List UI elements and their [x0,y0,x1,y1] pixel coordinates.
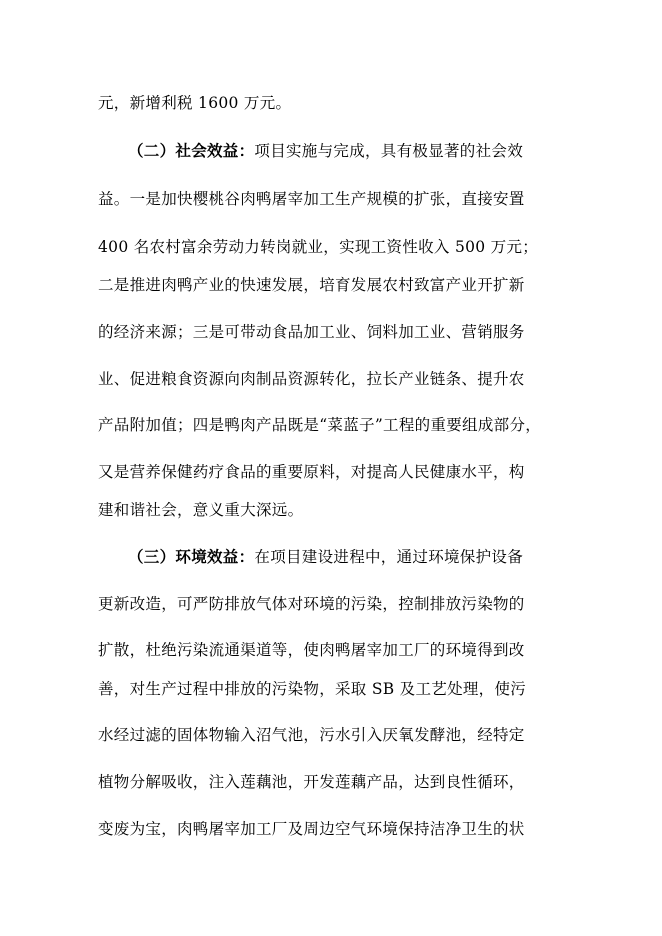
line-text: 元，新增利税 1600 万元。 [98,94,292,112]
line-text: 植物分解吸收，注入莲藕池，开发莲藕产品，达到良性循环， [98,773,525,791]
line-text: 业、促进粮食资源向肉制品资源转化，拉长产业链条、提升农 [98,370,525,388]
line-text: 水经过滤的固体物输入沼气池，污水引入厌氧发酵池，经特定 [98,726,525,744]
line-text: 二是推进肉鸭产业的快速发展，培育发展农村致富产业开扩新 [98,276,525,294]
text-line [0,770,662,794]
text-line [0,817,662,841]
text-line [0,91,662,115]
line-text: 的经济来源；三是可带动食品加工业、饲料加工业、营销服务 [98,323,525,341]
line-text: 变废为宝，肉鸭屠宰加工厂及周边空气环境保持洁净卫生的状 [98,820,525,838]
section-heading-social: （二）社会效益： [128,141,255,160]
line-text: 善，对生产过程中排放的污染物，采取 SB 及工艺处理，使污 [98,680,527,698]
text-line [0,367,662,391]
line-text: 400 名农村富余劳动力转岗就业，实现工资性收入 500 万元； [98,238,539,256]
section-heading-environment: （三）环境效益： [128,547,255,566]
line-text: 产品附加值；四是鸭肉产品既是“菜蓝子”工程的重要组成部分， [98,416,542,434]
text-line [0,592,662,616]
text-line [0,187,662,211]
section-environment-benefit [0,545,662,569]
line-text: 项目实施与完成，具有极显著的社会效 [254,142,524,160]
text-line [0,498,662,522]
line-text: 又是营养保健药疗食品的重要原料，对提高人民健康水平，构 [98,463,525,481]
line-text: 建和谐社会，意义重大深远。 [98,501,304,519]
section-social-benefit [0,139,662,163]
line-text: 扩散，杜绝污染流通渠道等，使肉鸭屠宰加工厂的环境得到改 [98,641,525,659]
text-line [0,273,662,297]
text-line [0,638,662,662]
text-line [0,460,662,484]
line-text: 更新改造，可严防排放气体对环境的污染，控制排放污染物的 [98,595,525,613]
line-text: 益。一是加快樱桃谷肉鸭屠宰加工生产规模的扩张，直接安置 [98,190,525,208]
text-line [0,235,662,259]
text-line [0,677,662,701]
text-line [0,723,662,747]
line-text: 在项目建设进程中，通过环境保护设备 [254,548,524,566]
text-line [0,320,662,344]
text-line [0,413,662,437]
